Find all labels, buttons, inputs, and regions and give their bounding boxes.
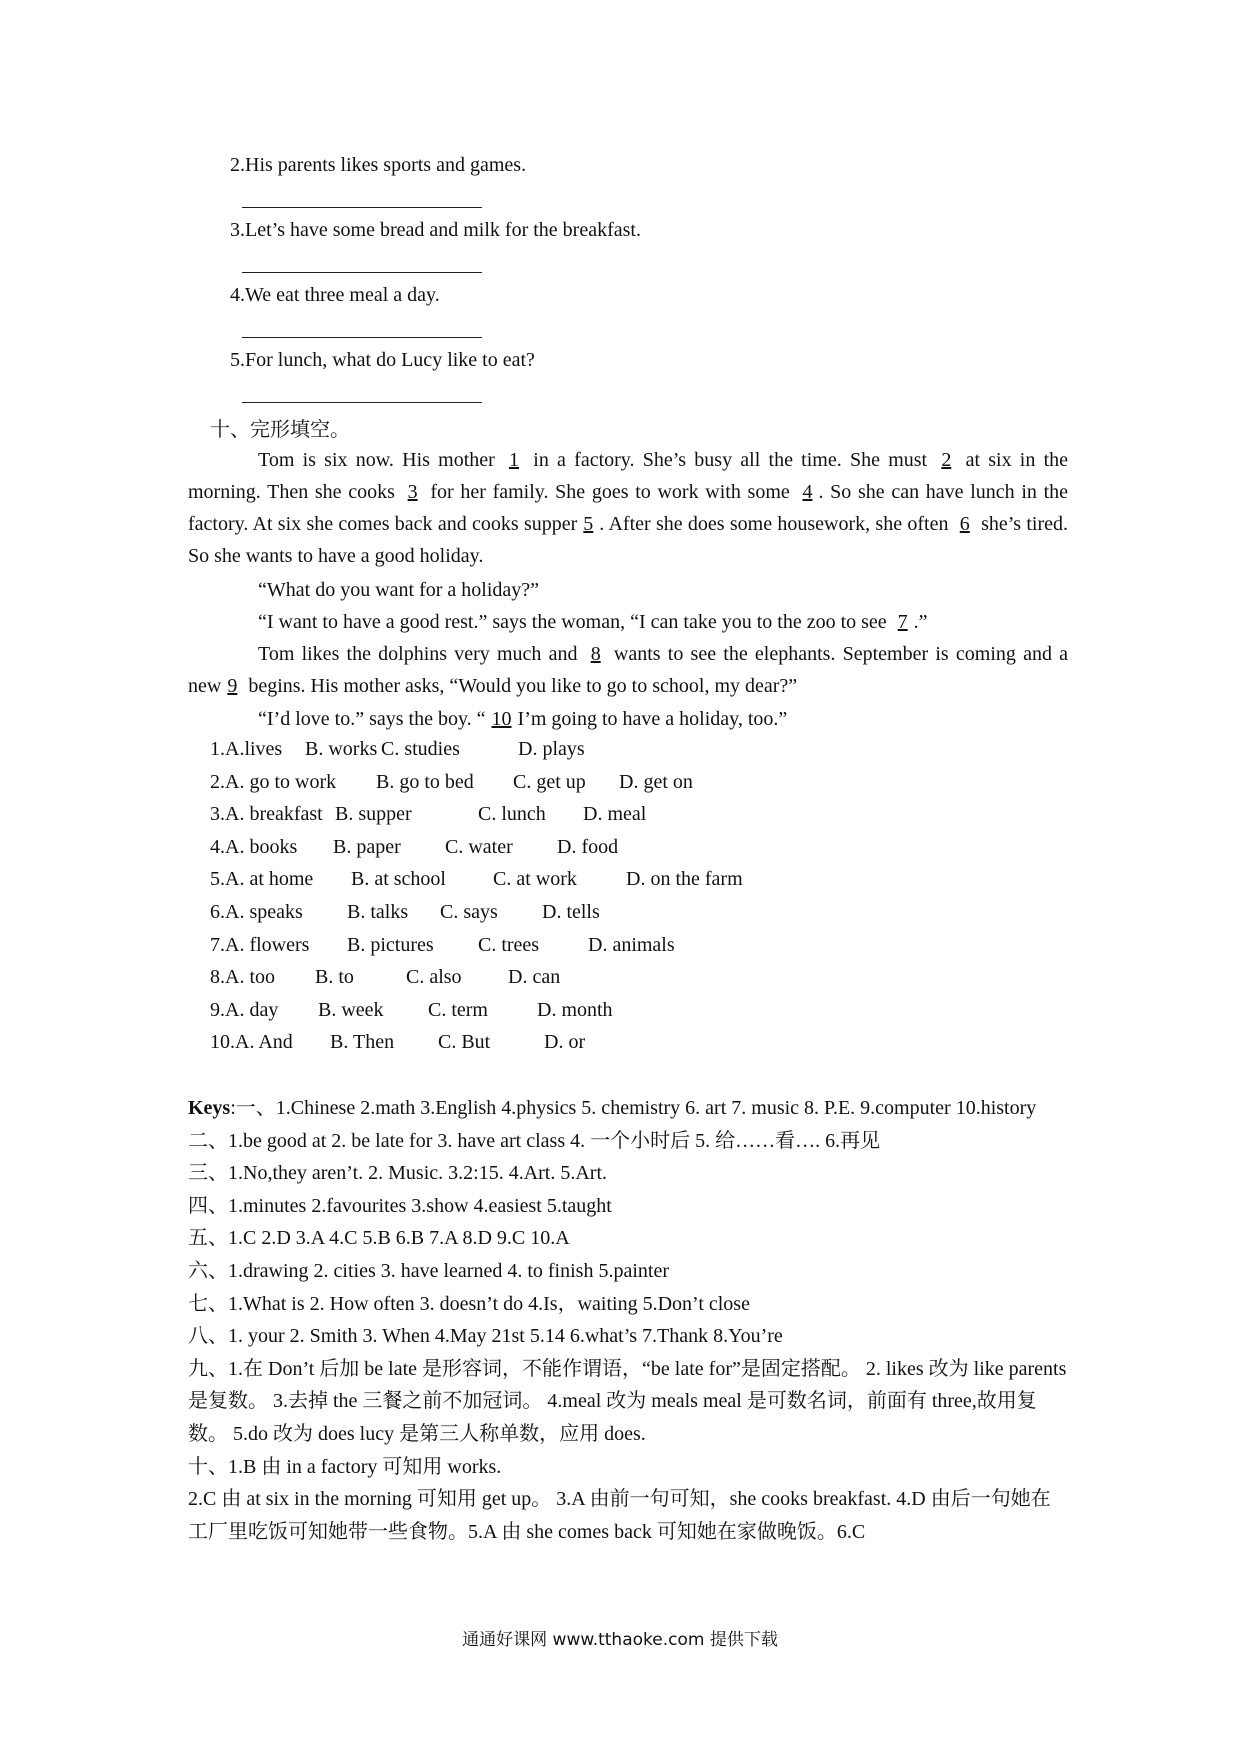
option-9-D: D. month [537,998,613,1021]
option-1-C: C. studies [381,738,460,760]
correction-item-4: 4.We eat three meal a day. [230,284,440,306]
blank-2: 2 [941,449,952,471]
answer-keys [188,1092,1068,1548]
option-9-B: B. week [318,998,384,1021]
keys-section-9: 九、1.在 Don’t 后加 be late 是形容词，不能作谓语，“be late for”是固定搭配。 2. likes 改为 like parents 是复数。 3.去掉 the 三餐之前不加冠词。 4.meal 改为 meals meal 是可数名词，前面有 three,故用复数。 5.do 改为 does lucy 是第三人称单数，应用 does. [188,1357,1067,1445]
keys-section-8: 八、1. your 2. Smith 3. When 4.May 21st 5.14 6.what’s 7.Thank 8.You’re [188,1325,783,1348]
blank-7: 7 [897,611,908,633]
option-4-A: 4.A. books [210,835,298,858]
option-4-D: D. food [557,835,619,858]
option-8-B: B. to [315,966,354,989]
blank-1: 1 [509,449,520,471]
option-8-D: D. can [508,966,561,989]
option-3-D: D. meal [583,803,647,826]
blank-10: 10 [491,708,512,730]
answer-line [242,207,482,208]
option-2-D: D. get on [619,770,693,793]
keys-section-1: Keys:一、1.Chinese 2.math 3.English 4.physics 5. chemistry 6. art 7. music 8. P.E. 9.computer 10.history [188,1097,1037,1119]
option-1-B: B. works [305,738,378,760]
option-7-D: D. animals [588,933,675,956]
option-8-A: 8.A. too [210,966,275,989]
answer-line [242,402,482,403]
option-2-B: B. go to bed [376,770,474,793]
correction-item-2: 2.His parents likes sports and games. [230,154,527,176]
answer-line [242,337,482,338]
option-3-B: B. supper [335,803,412,826]
option-2-C: C. get up [513,770,586,793]
keys-section-3: 三、1.No,they aren’t. 2. Music. 3.2:15. 4.Art. 5.Art. [188,1162,608,1185]
answer-line [242,272,482,273]
correction-item-3: 3.Let’s have some bread and milk for the breakfast. [230,219,641,241]
cloze-paragraph-2: “What do you want for a holiday?” [258,579,540,601]
blank-5: 5 [583,513,594,535]
option-7-B: B. pictures [347,933,434,956]
option-6-C: C. says [440,901,498,923]
option-10-C: C. But [438,1031,491,1054]
blank-3: 3 [407,481,418,503]
option-4-B: B. paper [333,835,401,858]
option-7-C: C. trees [478,933,540,956]
option-2-A: 2.A. go to work [210,770,337,793]
option-3-A: 3.A. breakfast [210,803,323,826]
option-3-C: C. lunch [478,803,546,826]
option-1-D: D. plays [518,738,585,760]
keys-section-5: 五、1.C 2.D 3.A 4.C 5.B 6.B 7.A 8.D 9.C 10.A [188,1227,570,1250]
correction-item-5: 5.For lunch, what do Lucy like to eat? [230,349,535,371]
keys-section-10-cont: 2.C 由 at six in the morning 可知用 get up。 3.A 由前一句可知，she cooks breakfast. 4.D 由后一句她在工厂里吃饭可知她带一些食物。5.A 由 she comes back 可知她在家做晚饭。6.C [188,1488,1051,1543]
cloze-paragraph-3: “I want to have a good rest.” says the woman, “I can take you to the zoo to see 7 .” [258,611,928,633]
option-10-B: B. Then [330,1031,395,1054]
keys-section-2: 二、1.be good at 2. be late for 3. have art class 4. 一个小时后 5. 给……看…. 6.再见 [188,1129,881,1152]
option-5-B: B. at school [351,868,446,891]
keys-section-6: 六、1.drawing 2. cities 3. have learned 4. to finish 5.painter [188,1259,669,1282]
blank-9: 9 [227,675,238,697]
option-5-D: D. on the farm [626,868,743,891]
blank-4: 4 [802,481,813,503]
option-6-D: D. tells [542,901,600,923]
option-9-C: C. term [428,998,488,1021]
option-10-A: 10.A. And [210,1031,293,1054]
blank-6: 6 [959,513,970,535]
option-6-B: B. talks [347,901,409,923]
option-8-C: C. also [406,966,462,989]
keys-section-7: 七、1.What is 2. How often 3. doesn’t do 4.Is，waiting 5.Don’t close [188,1292,750,1315]
option-6-A: 6.A. speaks [210,901,303,923]
blank-8: 8 [590,643,601,665]
option-1-A: 1.A.lives [210,738,283,760]
option-4-C: C. water [445,835,513,858]
keys-section-10: 十、1.B 由 in a factory 可知用 works. [188,1455,502,1478]
keys-section-4: 四、1.minutes 2.favourites 3.show 4.easiest 5.taught [188,1194,612,1217]
option-10-D: D. or [544,1031,586,1054]
cloze-paragraph-4: Tom likes the dolphins very much and 8 wants to see the elephants. September is coming and a new 9 begins. His mother asks, “Would you like to go to school, my dear?” [188,643,1069,697]
cloze-paragraph-1: Tom is six now. His mother 1 in a factory. She’s busy all the time. She must 2 at six in the morning. Then she cooks 3 for her family. She goes to work with some 4 . So she can have lunch in the factory. At six she comes back and cooks supper 5 . After she does some housework, she often 6 she’s tired. So she wants to have a good holiday. [188,449,1069,567]
footer: 通通好课网 www.tthaoke.com 提供下载 [462,1630,778,1650]
option-5-C: C. at work [493,868,577,891]
cloze-paragraph-5: “I’d love to.” says the boy. “ 10 I’m going to have a holiday, too.” [258,708,788,730]
option-7-A: 7.A. flowers [210,933,310,956]
section-heading-cloze: 十、完形填空。 [210,419,350,441]
option-5-A: 5.A. at home [210,868,314,891]
option-9-A: 9.A. day [210,998,279,1021]
